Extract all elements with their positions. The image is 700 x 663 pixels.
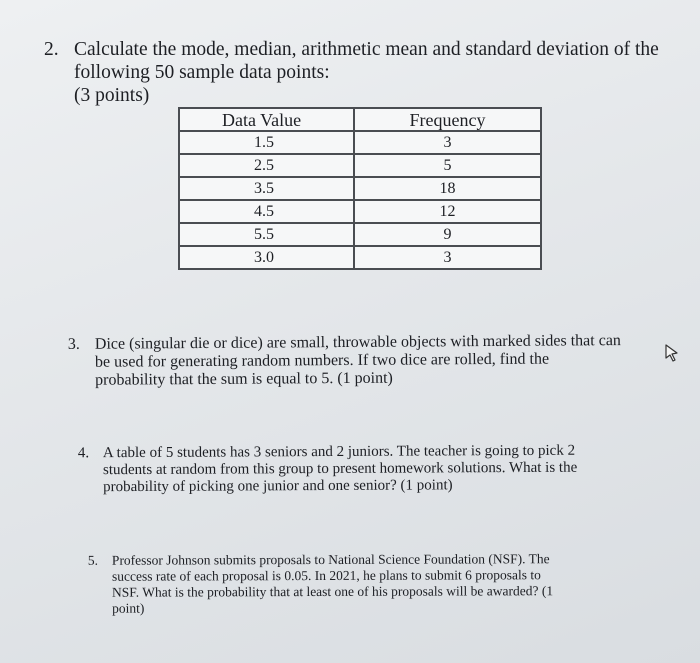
frequency-cell: 18 (354, 177, 541, 200)
question-text-line: point) (112, 600, 145, 616)
column-header-data-value: Data Value (179, 108, 354, 131)
question-3 (68, 332, 621, 390)
column-header-frequency: Frequency (354, 108, 541, 131)
table-row (179, 131, 541, 154)
question-4 (78, 443, 578, 497)
question-5 (88, 551, 553, 617)
data-value-cell: 2.5 (179, 154, 354, 177)
question-2 (44, 38, 659, 107)
data-value-cell: 3.0 (179, 246, 354, 269)
data-value-cell: 3.5 (179, 177, 354, 200)
data-value-cell: 4.5 (179, 200, 354, 223)
question-number: 4. (77, 445, 90, 462)
question-number: 5. (87, 552, 99, 568)
question-text-line: probability of picking one junior and one senior? (1 point) (103, 477, 453, 496)
frequency-cell: 3 (354, 131, 541, 154)
frequency-cell: 9 (354, 223, 541, 246)
table-header-row (179, 108, 541, 131)
question-text-line: be used for generating random numbers. If two dice are rolled, find the (94, 350, 550, 371)
table-row (179, 177, 541, 200)
question-text-line: NSF. What is the probability that at least one of his proposals will be awarded? (1 (112, 583, 554, 600)
table-row (179, 200, 541, 223)
table-row (179, 246, 541, 269)
data-table (178, 107, 542, 270)
data-value-cell: 5.5 (179, 223, 354, 246)
question-text-line: Professor Johnson submits proposals to National Science Foundation (NSF). The (111, 551, 550, 568)
frequency-cell: 5 (354, 154, 541, 177)
data-value-cell: 1.5 (179, 131, 354, 154)
question-number: 3. (67, 335, 80, 353)
table-row (179, 223, 541, 246)
frequency-cell: 12 (354, 200, 541, 223)
question-text-line: Dice (singular die or dice) are small, throwable objects with marked sides that can (94, 332, 621, 353)
question-number: 2. (44, 39, 59, 60)
cursor-icon (664, 344, 680, 362)
question-text-line: following 50 sample data points: (74, 62, 330, 83)
question-points: (3 points) (74, 85, 150, 106)
frequency-cell: 3 (354, 246, 541, 269)
question-text-line: success rate of each proposal is 0.05. In 2021, he plans to submit 6 proposals to (111, 567, 541, 584)
table-row (179, 154, 541, 177)
question-text-line: probability that the sum is equal to 5. (1 point) (95, 369, 393, 389)
question-text-line: Calculate the mode, median, arithmetic mean and standard deviation of the (74, 39, 659, 60)
question-text-line: students at random from this group to present homework solutions. What is the (102, 459, 578, 479)
question-text-line: A table of 5 students has 3 seniors and 2 juniors. The teacher is going to pick 2 (102, 442, 576, 462)
